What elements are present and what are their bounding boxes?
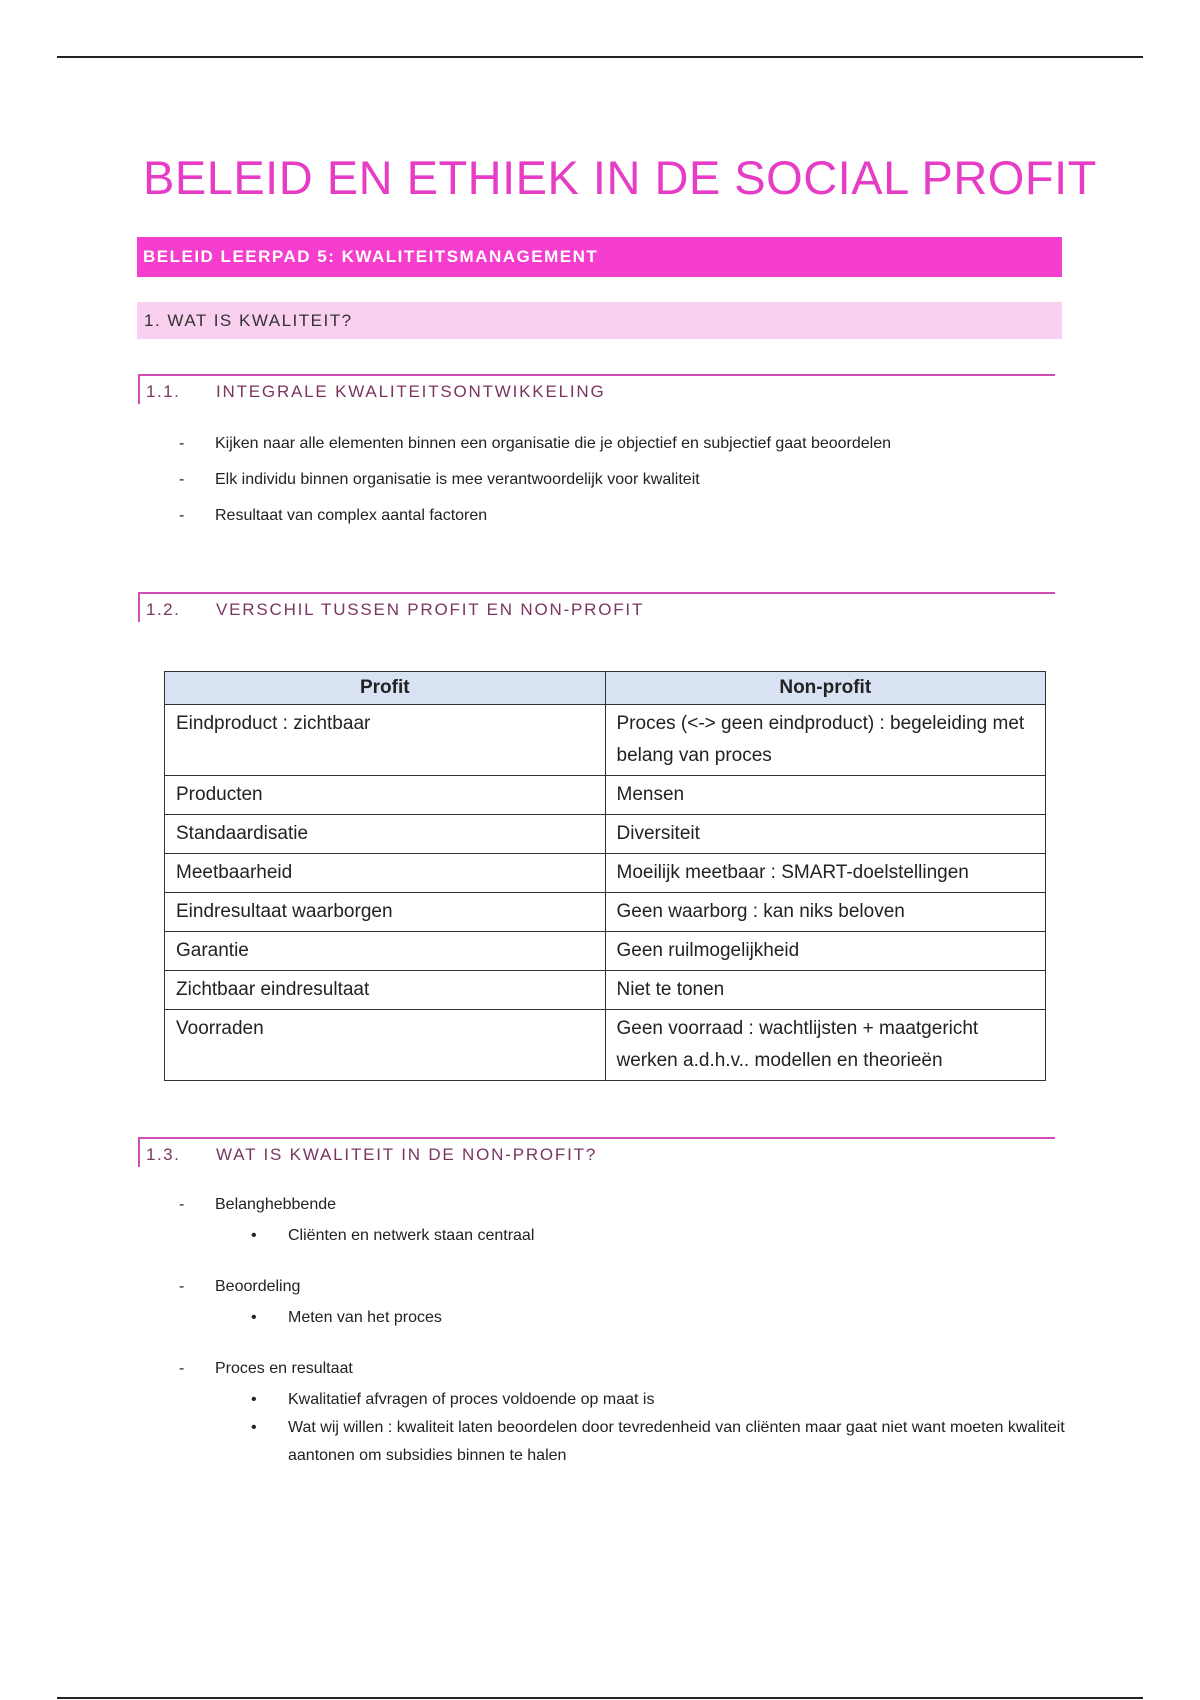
list-item: - Proces en resultaat	[175, 1358, 1068, 1386]
table-cell: Mensen	[605, 776, 1046, 815]
comparison-table	[164, 671, 1046, 1081]
list-group	[175, 1194, 1068, 1250]
table-cell: Geen voorraad : wachtlijsten + maatgericht werken a.d.h.v.. modellen en theorieën	[605, 1010, 1046, 1081]
table-row	[165, 854, 1046, 893]
dash-marker: -	[179, 1278, 185, 1295]
top-rule	[57, 56, 1143, 58]
list-item: - Beoordeling	[175, 1276, 1068, 1304]
list-item: - Resultaat van complex aantal factoren	[175, 505, 891, 541]
section-1-3-list	[175, 1194, 1068, 1496]
bullet-marker: •	[251, 1309, 257, 1326]
table-cell: Geen ruilmogelijkheid	[605, 932, 1046, 971]
table-header-nonprofit: Non-profit	[605, 672, 1046, 705]
dash-marker: -	[179, 471, 185, 488]
bullet-marker: •	[251, 1391, 257, 1408]
bottom-rule	[57, 1697, 1143, 1699]
sub-list-item: • Wat wij willen : kwaliteit laten beoordelen door tevredenheid van cliënten maar gaat niet want moeten kwaliteit aantonen om subsidies binnen te halen	[175, 1414, 1068, 1470]
list-group	[175, 1358, 1068, 1470]
table-row	[165, 971, 1046, 1010]
table-row	[165, 815, 1046, 854]
table-row	[165, 776, 1046, 815]
section-1-3-heading	[138, 1137, 1055, 1167]
table-cell: Geen waarborg : kan niks beloven	[605, 893, 1046, 932]
section-1-2-number: 1.2.	[146, 600, 181, 619]
table-cell: Eindresultaat waarborgen	[165, 893, 606, 932]
dash-marker: -	[179, 1360, 185, 1377]
table-cell: Moeilijk meetbaar : SMART-doelstellingen	[605, 854, 1046, 893]
bullet-marker: •	[251, 1419, 257, 1436]
table-cell: Eindproduct : zichtbaar	[165, 705, 606, 776]
table-row	[165, 1010, 1046, 1081]
table-cell: Zichtbaar eindresultaat	[165, 971, 606, 1010]
table-cell: Garantie	[165, 932, 606, 971]
main-heading-bar: BELEID LEERPAD 5: KWALITEITSMANAGEMENT	[137, 237, 1062, 277]
table-header-profit: Profit	[165, 672, 606, 705]
list-group	[175, 1276, 1068, 1332]
section-1-3-title: WAT IS KWALITEIT IN DE NON-PROFIT?	[216, 1145, 598, 1164]
sub-list-item: • Meten van het proces	[175, 1304, 1068, 1332]
section-1-1-heading	[138, 374, 1055, 404]
table-cell: Niet te tonen	[605, 971, 1046, 1010]
sub-list-item: • Kwalitatief afvragen of proces voldoende op maat is	[175, 1386, 1068, 1414]
table-cell: Meetbaarheid	[165, 854, 606, 893]
table-cell: Producten	[165, 776, 606, 815]
list-item: - Elk individu binnen organisatie is mee verantwoordelijk voor kwaliteit	[175, 469, 891, 505]
section-1-2-heading	[138, 592, 1055, 622]
section-1-1-number: 1.1.	[146, 382, 181, 401]
bullet-marker: •	[251, 1227, 257, 1244]
section-1-heading: 1. WAT IS KWALITEIT?	[137, 302, 1062, 339]
section-1-3-number: 1.3.	[146, 1145, 181, 1164]
table-row	[165, 893, 1046, 932]
section-1-1-title: INTEGRALE KWALITEITSONTWIKKELING	[216, 382, 606, 401]
sub-list-item: • Cliënten en netwerk staan centraal	[175, 1222, 1068, 1250]
section-1-1-list	[175, 433, 891, 541]
document-title: BELEID EN ETHIEK IN DE SOCIAL PROFIT	[143, 151, 1097, 204]
table-cell: Standaardisatie	[165, 815, 606, 854]
table-row	[165, 705, 1046, 776]
list-item: - Kijken naar alle elementen binnen een organisatie die je objectief en subjectief gaat beoordelen	[175, 433, 891, 469]
dash-marker: -	[179, 435, 185, 452]
table-header-row	[165, 672, 1046, 705]
list-item: - Belanghebbende	[175, 1194, 1068, 1222]
table-cell: Voorraden	[165, 1010, 606, 1081]
section-1-2-title: VERSCHIL TUSSEN PROFIT EN NON-PROFIT	[216, 600, 645, 619]
table-row	[165, 932, 1046, 971]
table-cell: Diversiteit	[605, 815, 1046, 854]
dash-marker: -	[179, 507, 185, 524]
table-cell: Proces (<-> geen eindproduct) : begeleiding met belang van proces	[605, 705, 1046, 776]
dash-marker: -	[179, 1196, 185, 1213]
